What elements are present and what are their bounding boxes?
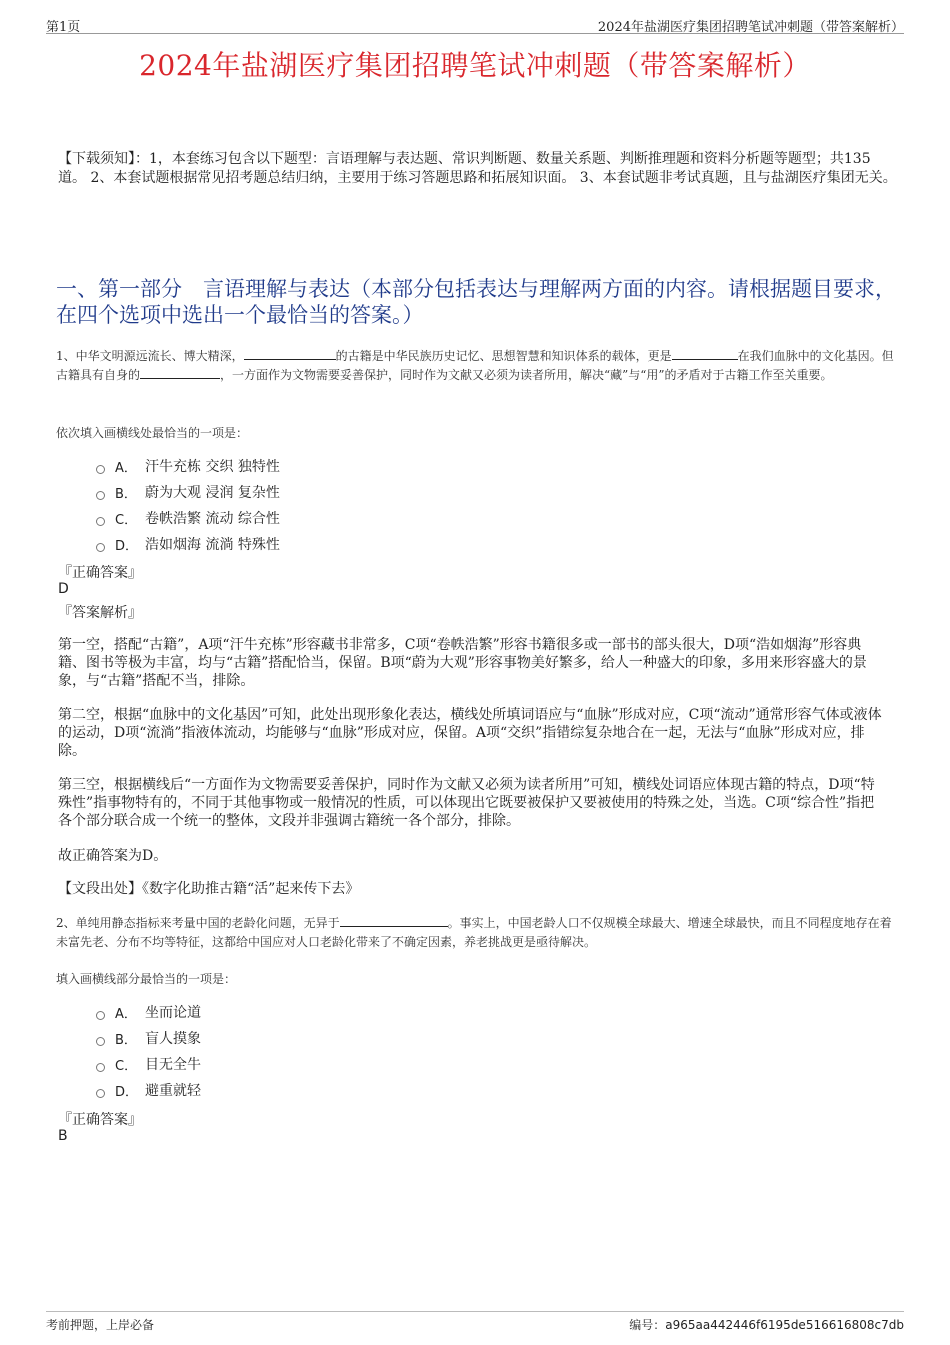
footer-code [629,1316,904,1333]
q2-option-a[interactable]: A． 坐而论道 [96,999,201,1025]
footer-code-label: 编号： [629,1318,666,1332]
footer-code-value: a965aa442446f6195de516616808c7db [665,1318,904,1332]
radio-icon[interactable] [96,543,105,552]
q1-text-3: 在我们血脉中的文化基因。但古籍具有自身的 [56,349,894,382]
q1-analysis-conclusion: 故正确答案为D。 [58,848,168,864]
running-header-title: 2024年盐湖医疗集团招聘笔试冲刺题（带答案解析） [597,20,904,35]
page-number: 第1页 [46,20,81,35]
q1-analysis-paragraph-1: 第一空，搭配“古籍”，A项“汗牛充栋”形容藏书非常多，C项“卷帙浩繁”形容书籍很多或一部书的部头很大，D项“浩如烟海”形容典籍、图书等极为丰富，均与“古籍”搭配恰当，保留。B项“蔚为大观”形容事物美好繁多，给人一种盛大的印象，多用来形容盛大的景象，与“古籍”搭配不当，排除。 [58,637,867,689]
q1-blank-3 [140,366,220,379]
q1-analysis-label: 『答案解析』 [58,605,142,621]
q1-text-4: ，一方面作为文物需要妥善保护，同时作为文献又必须为读者所用，解决“藏”与“用”的矛盾对于古籍工作至关重要。 [220,368,833,382]
q1-text-1: 1、中华文明源远流长、博大精深， [56,349,244,363]
radio-icon[interactable] [96,1063,105,1072]
q2-option-b[interactable]: B． 盲人摸象 [96,1025,201,1051]
section-heading: 一、第一部分 言语理解与表达（本部分包括表达与理解两方面的内容。请根据题目要求，在四个选项中选出一个最恰当的答案。） [56,277,896,327]
q1-blank-1 [244,347,336,360]
radio-icon[interactable] [96,491,105,500]
radio-icon[interactable] [96,517,105,526]
radio-icon[interactable] [96,1089,105,1098]
q2-text-2: 。事实上，中国老龄人口不仅规模全球最大、增速全球最快，而且不同程度地存在着未富先老、分布不均等特征，这都给中国应对人口老龄化带来了不确定因素，养老挑战更是亟待解决。 [56,916,892,949]
q2-options [96,999,201,1103]
footer-divider [46,1311,904,1312]
q1-analysis-paragraph-2: 第二空，根据“血脉中的文化基因”可知，此处出现形象化表达，横线处所填词语应与“血脉”形成对应，C项“流动”通常形容气体或液体的运动，D项“流淌”指液体流动，均能够与“血脉”形成对应，保留。A项“交织”指错综复杂地合在一起，无法与“血脉”形成对应，排除。 [58,707,882,759]
question-1-stem [56,347,898,385]
header-divider [46,33,904,34]
q1-option-b[interactable]: B． 蔚为大观 浸润 复杂性 [96,479,280,505]
q1-source: 【文段出处】《数字化助推古籍“活”起来传下去》 [58,881,360,897]
q2-option-d[interactable]: D． 避重就轻 [96,1077,201,1103]
footer-slogan: 考前押题，上岸必备 [46,1318,155,1332]
q2-text-1: 2、单纯用静态指标来考量中国的老龄化问题，无异于 [56,916,340,930]
q1-answer-label: 『正确答案』 [58,565,142,581]
q1-options [96,453,280,557]
q1-blank-2 [672,347,738,360]
q1-option-a[interactable]: A． 汗牛充栋 交织 独特性 [96,453,280,479]
q1-option-d[interactable]: D． 浩如烟海 流淌 特殊性 [96,531,280,557]
q1-answer: D [58,581,69,597]
download-notice: 【下载须知】：1，本套练习包含以下题型：言语理解与表达题、常识判断题、数量关系题、判断推理题和资料分析题等题型；共135道。 2、本套试题根据常见招考题总结归纳，主要用于练习答题思路和拓展知识面。 3、本套试题非考试真题，且与盐湖医疗集团无关。 [58,151,897,186]
document-title: 2024年盐湖医疗集团招聘笔试冲刺题（带答案解析） [139,49,811,82]
radio-icon[interactable] [96,1037,105,1046]
q1-analysis-paragraph-3: 第三空，根据横线后“一方面作为文物需要妥善保护，同时作为文献又必须为读者所用”可知，横线处词语应体现古籍的特点，D项“特殊性”指事物特有的，不同于其他事物或一般情况的性质，可以体现出它既要被保护又要被使用的特殊之处，当选。C项“综合性”指把各个部分联合成一个统一的整体，文段并非强调古籍统一各个部分，排除。 [58,777,875,829]
question-2-stem [56,914,898,952]
q1-prompt: 依次填入画横线处最恰当的一项是： [56,426,249,440]
radio-icon[interactable] [96,465,105,474]
q2-prompt: 填入画横线部分最恰当的一项是： [56,972,237,986]
q1-option-c[interactable]: C． 卷帙浩繁 流动 综合性 [96,505,280,531]
q2-answer: B [58,1128,68,1144]
radio-icon[interactable] [96,1011,105,1020]
q1-text-2: 的古籍是中华民族历史记忆、思想智慧和知识体系的载体，更是 [335,349,672,363]
q2-option-c[interactable]: C． 目无全牛 [96,1051,201,1077]
q2-blank-1 [340,914,448,927]
q2-answer-label: 『正确答案』 [58,1112,142,1128]
